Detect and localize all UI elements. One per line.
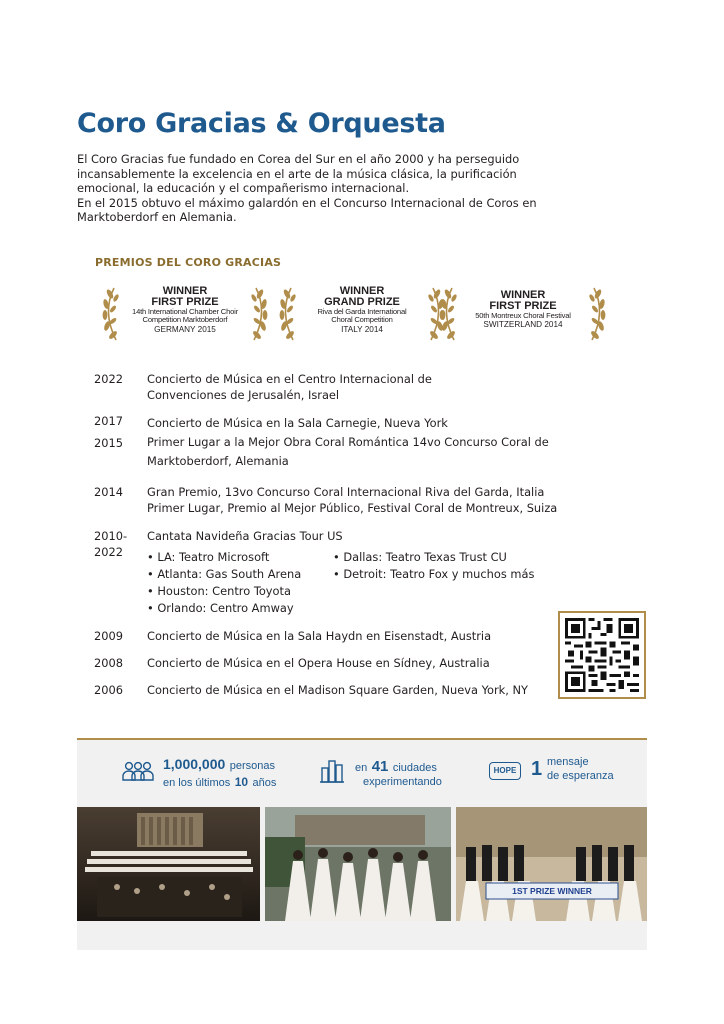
timeline-desc: Concierto de Música en el Opera House en Sídney, Australia — [147, 656, 490, 670]
award-event-2: Competition Marktoberdorf — [142, 315, 228, 325]
choir-outdoor-photo — [265, 807, 451, 921]
timeline-desc: Primer Lugar a la Mejor Obra Coral Romántica 14vo Concurso Coral de Marktoberdorf, Alemania — [147, 435, 549, 468]
city-buildings-icon — [319, 758, 345, 784]
tour-item: • Orlando: Centro Amway — [147, 600, 301, 617]
award-event: 50th Montreux Choral Festival — [475, 311, 571, 320]
award-prize: FIRST PRIZE — [151, 296, 219, 308]
award-marktoberdorf — [96, 282, 274, 344]
stat-hope-line2: de esperanza — [547, 770, 614, 782]
stat-hope-line1: mensaje — [547, 756, 589, 768]
tour-item: • Atlanta: Gas South Arena — [147, 566, 301, 583]
tour-item: • Dallas: Teatro Texas Trust CU — [333, 549, 534, 566]
timeline-year: 2009 — [94, 629, 123, 643]
award-title: WINNER — [339, 285, 385, 297]
timeline-year: 2022 — [94, 372, 123, 386]
stat-people-word: personas — [229, 760, 276, 772]
people-icon — [121, 760, 155, 782]
stat-years-prefix: en los últimos — [163, 777, 231, 789]
tour-list-left — [147, 549, 301, 617]
award-event: Riva del Garda International — [317, 307, 407, 316]
prize-banner-text: 1ST PRIZE WINNER — [512, 886, 592, 896]
hope-badge-icon: HOPE — [489, 762, 521, 780]
concert-hall-photo — [77, 807, 260, 921]
intro-paragraph-2: En el 2015 obtuvo el máximo galardón en el Concurso Internacional de Coros en Marktoberdorf en Alemania. — [77, 195, 537, 225]
qr-code-icon — [565, 618, 639, 692]
timeline-desc: Gran Premio, 13vo Concurso Coral Internacional Riva del Garda, Italia Primer Lugar, Premio al Mejor Público, Festival Coral de Montreux, Suiza — [147, 485, 558, 515]
qr-code[interactable] — [558, 611, 646, 699]
timeline-desc: Concierto de Música en la Sala Haydn en Eisenstadt, Austria — [147, 629, 492, 643]
photo-concert-hall — [77, 807, 260, 921]
photo-choir-outdoor — [265, 807, 451, 921]
award-place: SWITZERLAND 2014 — [483, 320, 563, 330]
award-event: 14th International Chamber Choir — [132, 307, 238, 316]
timeline-desc: Cantata Navideña Gracias Tour US — [147, 529, 343, 543]
prize-winners-photo — [456, 807, 647, 921]
stat-years-suffix: años — [252, 777, 277, 789]
stat-cities-number: 41 — [371, 758, 389, 775]
award-title: WINNER — [500, 289, 546, 301]
stat-people-number: 1,000,000 — [163, 756, 226, 772]
stat-cities-prefix: en — [355, 762, 368, 774]
timeline-year: 2010- 2022 — [94, 529, 128, 559]
intro-text — [77, 152, 557, 225]
award-prize: FIRST PRIZE — [489, 300, 557, 312]
award-montreux — [434, 282, 612, 344]
award-event-2: Choral Competition — [331, 315, 393, 325]
page-title: Coro Gracias & Orquesta — [77, 108, 446, 139]
photo-prize-winners — [456, 807, 647, 921]
timeline-desc: Concierto de Música en el Centro Internacional de Convenciones de Jerusalén, Israel — [147, 372, 432, 402]
stat-cities-word: ciudades — [392, 762, 437, 774]
award-prize: GRAND PRIZE — [324, 296, 400, 308]
timeline-year: 2015 — [94, 436, 123, 450]
timeline-desc: Concierto de Música en la Sala Carnegie, Nueva York — [147, 416, 448, 430]
stat-cities-line2: experimentando — [363, 776, 442, 788]
award-place: GERMANY 2015 — [154, 324, 216, 334]
tour-item: • Houston: Centro Toyota — [147, 583, 301, 600]
awards-heading: PREMIOS DEL CORO GRACIAS — [95, 256, 282, 269]
stat-hope-number: 1 — [531, 758, 543, 780]
timeline-year: 2014 — [94, 485, 123, 499]
award-title: WINNER — [162, 285, 208, 297]
timeline-desc: Concierto de Música en el Madison Square Garden, Nueva York, NY — [147, 683, 528, 697]
stat-years-number: 10 — [234, 775, 249, 789]
intro-paragraph-1: El Coro Gracias fue fundado en Corea del Sur en el año 2000 y ha perseguido incansablemente la excelencia en el arte de la música clásica, la purificación emocional, la educación y el compañerismo internacional. — [77, 152, 520, 196]
tour-list-right — [333, 549, 534, 583]
timeline-year: 2008 — [94, 656, 123, 670]
timeline-year: 2017 — [94, 414, 123, 428]
award-riva-del-garda — [273, 282, 451, 344]
tour-item: • Detroit: Teatro Fox y muchos más — [333, 566, 534, 583]
award-place: ITALY 2014 — [341, 324, 383, 334]
timeline-year: 2006 — [94, 683, 123, 697]
tour-item: • LA: Teatro Microsoft — [147, 549, 301, 566]
